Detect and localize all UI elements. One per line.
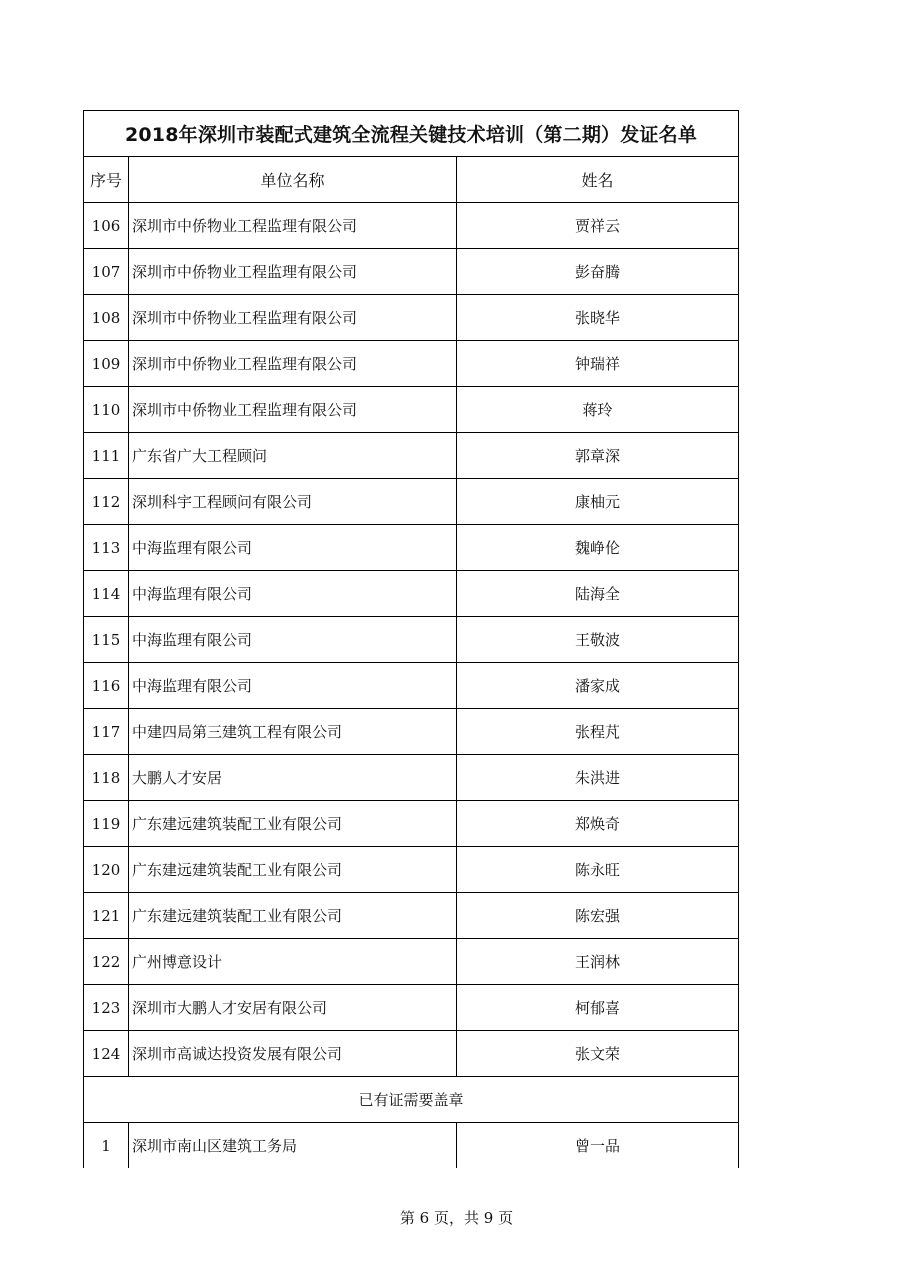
row-name: 康柚元 <box>457 479 739 525</box>
table-row <box>84 1123 739 1169</box>
row-name: 张晓华 <box>457 295 739 341</box>
table-row <box>84 479 739 525</box>
certificate-list-sheet <box>83 110 738 1168</box>
row-number: 123 <box>84 985 129 1031</box>
row-number: 119 <box>84 801 129 847</box>
row-unit: 深圳市中侨物业工程监理有限公司 <box>129 387 457 433</box>
row-name: 王润林 <box>457 939 739 985</box>
table-row <box>84 617 739 663</box>
row-unit: 大鹏人才安居 <box>129 755 457 801</box>
row-unit: 中海监理有限公司 <box>129 617 457 663</box>
row-name: 郭章深 <box>457 433 739 479</box>
row-unit: 广州博意设计 <box>129 939 457 985</box>
header-name: 姓名 <box>457 157 739 203</box>
table-row <box>84 709 739 755</box>
row-number: 122 <box>84 939 129 985</box>
table-row <box>84 525 739 571</box>
row-number: 117 <box>84 709 129 755</box>
row-name: 彭奋腾 <box>457 249 739 295</box>
row-name: 魏峥伦 <box>457 525 739 571</box>
row-name: 柯郁喜 <box>457 985 739 1031</box>
row-number: 124 <box>84 1031 129 1077</box>
table-row <box>84 847 739 893</box>
row-unit: 深圳市高诚达投资发展有限公司 <box>129 1031 457 1077</box>
table-row <box>84 571 739 617</box>
row-number: 109 <box>84 341 129 387</box>
row-number: 112 <box>84 479 129 525</box>
row-unit: 深圳市中侨物业工程监理有限公司 <box>129 341 457 387</box>
row-unit: 中建四局第三建筑工程有限公司 <box>129 709 457 755</box>
row-name: 钟瑞祥 <box>457 341 739 387</box>
table-row <box>84 801 739 847</box>
row-number: 120 <box>84 847 129 893</box>
row-unit: 中海监理有限公司 <box>129 525 457 571</box>
row-name: 郑焕奇 <box>457 801 739 847</box>
row-unit: 深圳市中侨物业工程监理有限公司 <box>129 249 457 295</box>
row-unit: 广东建远建筑装配工业有限公司 <box>129 801 457 847</box>
section-label: 已有证需要盖章 <box>84 1077 739 1123</box>
row-unit: 中海监理有限公司 <box>129 571 457 617</box>
row-unit: 深圳市南山区建筑工务局 <box>129 1123 457 1169</box>
row-name: 张程芃 <box>457 709 739 755</box>
row-name: 陈永旺 <box>457 847 739 893</box>
table-row <box>84 1031 739 1077</box>
row-number: 106 <box>84 203 129 249</box>
table-row <box>84 249 739 295</box>
row-number: 1 <box>84 1123 129 1169</box>
row-name: 陈宏强 <box>457 893 739 939</box>
row-number: 108 <box>84 295 129 341</box>
row-number: 115 <box>84 617 129 663</box>
row-name: 张文荣 <box>457 1031 739 1077</box>
table-row <box>84 893 739 939</box>
table-row <box>84 295 739 341</box>
header-row <box>84 157 739 203</box>
row-number: 113 <box>84 525 129 571</box>
page-footer: 第 6 页，共 9 页 <box>399 1209 514 1227</box>
table-row <box>84 939 739 985</box>
row-unit: 深圳科宇工程顾问有限公司 <box>129 479 457 525</box>
row-unit: 中海监理有限公司 <box>129 663 457 709</box>
row-unit: 广东建远建筑装配工业有限公司 <box>129 847 457 893</box>
table-row <box>84 433 739 479</box>
row-number: 111 <box>84 433 129 479</box>
row-number: 110 <box>84 387 129 433</box>
row-number: 118 <box>84 755 129 801</box>
row-unit: 广东省广大工程顾问 <box>129 433 457 479</box>
row-unit: 深圳市中侨物业工程监理有限公司 <box>129 295 457 341</box>
row-unit: 广东建远建筑装配工业有限公司 <box>129 893 457 939</box>
row-name: 王敬波 <box>457 617 739 663</box>
row-unit: 深圳市中侨物业工程监理有限公司 <box>129 203 457 249</box>
row-number: 116 <box>84 663 129 709</box>
header-no: 序号 <box>84 157 129 203</box>
row-unit: 深圳市大鹏人才安居有限公司 <box>129 985 457 1031</box>
row-number: 121 <box>84 893 129 939</box>
row-name: 陆海全 <box>457 571 739 617</box>
certificate-table <box>83 110 739 1168</box>
header-unit: 单位名称 <box>129 157 457 203</box>
table-title: 2018年深圳市装配式建筑全流程关键技术培训（第二期）发证名单 <box>84 111 739 157</box>
row-name: 潘家成 <box>457 663 739 709</box>
row-name: 曾一品 <box>457 1123 739 1169</box>
table-row <box>84 387 739 433</box>
table-row <box>84 985 739 1031</box>
row-name: 贾祥云 <box>457 203 739 249</box>
table-row <box>84 663 739 709</box>
row-number: 107 <box>84 249 129 295</box>
table-row <box>84 755 739 801</box>
table-row <box>84 203 739 249</box>
row-name: 蒋玲 <box>457 387 739 433</box>
row-name: 朱洪进 <box>457 755 739 801</box>
section-row <box>84 1077 739 1123</box>
table-row <box>84 341 739 387</box>
row-number: 114 <box>84 571 129 617</box>
